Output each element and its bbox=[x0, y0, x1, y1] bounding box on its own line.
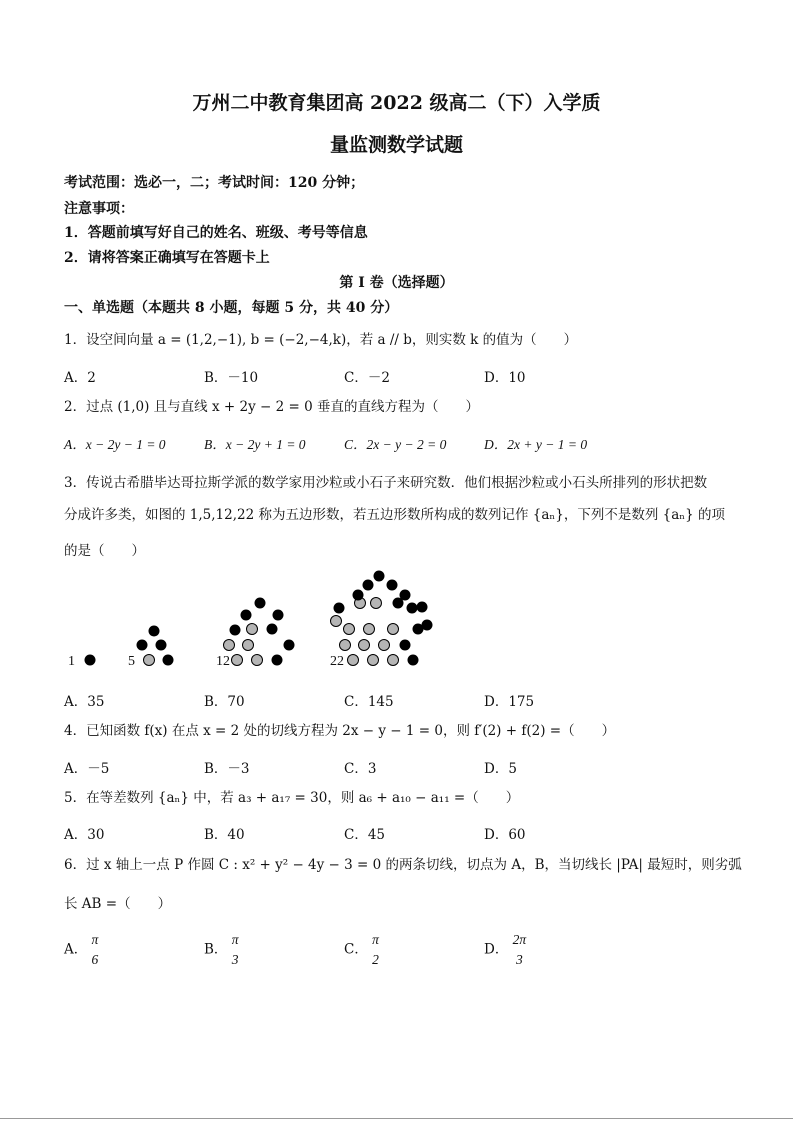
question-3-stem-line1: 3．传说古希腊毕达哥拉斯学派的数学家用沙粒或小石子来研究数．他们根据沙粒或小石头所排列的形状把数 bbox=[64, 475, 708, 491]
figure-label-5: 5 bbox=[128, 654, 135, 669]
black-dot bbox=[230, 625, 241, 636]
question-1-option-a[interactable]: A．2 bbox=[64, 370, 96, 386]
question-3-option-c[interactable]: C．145 bbox=[344, 694, 394, 710]
black-dot bbox=[156, 640, 167, 651]
question-1-option-d[interactable]: D．10 bbox=[484, 370, 526, 386]
option-d-numerator: 2π bbox=[512, 932, 527, 947]
question-4-option-a[interactable]: A．－5 bbox=[64, 761, 110, 777]
gray-dot bbox=[344, 624, 355, 635]
question-4-option-d[interactable]: D．5 bbox=[484, 761, 517, 777]
part-1-title: 第 I 卷（选择题） bbox=[339, 275, 454, 291]
gray-dot bbox=[368, 655, 379, 666]
figure-label-12: 12 bbox=[216, 654, 230, 669]
figure-label-1: 1 bbox=[68, 654, 75, 669]
gray-dot bbox=[247, 624, 258, 635]
gray-dot bbox=[379, 640, 390, 651]
question-3-option-b[interactable]: B．70 bbox=[204, 694, 245, 710]
question-6-stem-line1: 6．过 x 轴上一点 P 作圆 C : x² + y² − 4y − 3 = 0 的两条切线，切点为 A，B，当切线长 |PA| 最短时，则劣弧 bbox=[64, 857, 742, 873]
question-5-stem: 5．在等差数列 {aₙ} 中，若 a₃ + a₁₇ = 30，则 a₆ + a₁₀ − a₁₁ =（ ） bbox=[64, 790, 520, 806]
question-4-stem: 4．已知函数 f(x) 在点 x = 2 处的切线方程为 2x − y − 1 = 0，则 f′(2) + f(2) =（ ） bbox=[64, 723, 616, 739]
pentagonal-numbers-figure bbox=[60, 565, 460, 675]
question-6-option-b[interactable] bbox=[204, 930, 238, 970]
option-d-label: D． bbox=[484, 941, 509, 958]
gray-dot bbox=[388, 655, 399, 666]
option-b-label: B． bbox=[204, 941, 228, 958]
black-dot bbox=[363, 580, 374, 591]
black-dot bbox=[149, 626, 160, 637]
question-5-option-c[interactable]: C．45 bbox=[344, 827, 386, 843]
gray-dot bbox=[348, 655, 359, 666]
gray-dot bbox=[364, 624, 375, 635]
option-d-denominator: 3 bbox=[516, 952, 523, 967]
black-dot bbox=[241, 610, 252, 621]
question-5-option-b[interactable]: B．40 bbox=[204, 827, 245, 843]
question-6-option-a[interactable] bbox=[64, 930, 98, 970]
black-dot bbox=[422, 620, 433, 631]
gray-dot bbox=[331, 616, 342, 627]
black-dot bbox=[408, 655, 419, 666]
option-a-denominator: 6 bbox=[91, 952, 99, 967]
gray-dot bbox=[232, 655, 243, 666]
black-dot bbox=[284, 640, 295, 651]
notes-title: 注意事项： bbox=[64, 201, 134, 217]
question-6-option-c[interactable] bbox=[344, 930, 379, 970]
question-5-option-a[interactable]: A．30 bbox=[64, 827, 105, 843]
black-dot bbox=[417, 602, 428, 613]
question-1-option-c[interactable]: C．－2 bbox=[344, 370, 390, 386]
question-2-option-b[interactable]: B．x − 2y + 1 = 0 bbox=[204, 437, 306, 452]
black-dot bbox=[137, 640, 148, 651]
option-c-denominator: 2 bbox=[372, 952, 379, 967]
question-3-stem-line3: 的是（ ） bbox=[64, 543, 145, 559]
note-2: 2．请将答案正确填写在答题卡上 bbox=[64, 250, 270, 266]
black-dot bbox=[255, 598, 266, 609]
exam-scope: 考试范围：选必一，二；考试时间：120 分钟； bbox=[64, 175, 365, 191]
gray-dot bbox=[252, 655, 263, 666]
black-dot bbox=[272, 655, 283, 666]
figure-label-22: 22 bbox=[330, 654, 344, 669]
option-b-fraction bbox=[232, 930, 239, 970]
gray-dot bbox=[359, 640, 370, 651]
page-bottom-divider bbox=[0, 1118, 793, 1119]
gray-dot bbox=[243, 640, 254, 651]
question-2-stem: 2．过点 (1,0) 且与直线 x + 2y − 2 = 0 垂直的直线方程为（ ） bbox=[64, 399, 479, 415]
option-a-fraction bbox=[92, 930, 99, 970]
option-c-numerator: π bbox=[372, 932, 379, 947]
option-b-numerator: π bbox=[231, 932, 239, 947]
question-4-option-c[interactable]: C．3 bbox=[344, 761, 377, 777]
gray-dot bbox=[371, 598, 382, 609]
question-5-option-d[interactable]: D．60 bbox=[484, 827, 526, 843]
black-dot bbox=[387, 580, 398, 591]
question-2-option-d[interactable]: D．2x + y − 1 = 0 bbox=[484, 437, 588, 452]
question-1-option-b[interactable]: B．－10 bbox=[204, 370, 259, 386]
gray-dot bbox=[340, 640, 351, 651]
black-dot bbox=[273, 610, 284, 621]
note-1: 1．答题前填写好自己的姓名、班级、考号等信息 bbox=[64, 225, 368, 241]
black-dot bbox=[407, 603, 418, 614]
black-dot bbox=[267, 624, 278, 635]
black-dot bbox=[400, 590, 411, 601]
black-dot bbox=[85, 655, 96, 666]
question-6-option-d[interactable] bbox=[484, 930, 526, 970]
question-3-stem-line2: 分成许多类，如图的 1,5,12,22 称为五边形数，若五边形数所构成的数列记作 {aₙ}，下列不是数列 {aₙ} 的项 bbox=[64, 507, 725, 523]
black-dot bbox=[334, 603, 345, 614]
page-title-line1: 万州二中教育集团高 2022 级高二（下）入学质 bbox=[192, 92, 601, 114]
section-1-title: 一、单选题（本题共 8 小题，每题 5 分，共 40 分） bbox=[64, 300, 399, 316]
option-a-numerator: π bbox=[91, 932, 99, 947]
black-dot bbox=[400, 640, 411, 651]
gray-dot bbox=[388, 624, 399, 635]
gray-dot bbox=[144, 655, 155, 666]
question-2-option-a[interactable]: A．x − 2y − 1 = 0 bbox=[64, 437, 166, 452]
page-title-line2: 量监测数学试题 bbox=[329, 134, 463, 156]
question-6-stem-line2: 长 AB =（ ） bbox=[64, 896, 172, 912]
gray-dot bbox=[224, 640, 235, 651]
question-1-stem: 1．设空间向量 a = (1,2,−1), b = (−2,−4,k)，若 a // b，则实数 k 的值为（ ） bbox=[64, 332, 578, 348]
pentagon-dots bbox=[85, 571, 433, 666]
black-dot bbox=[353, 590, 364, 601]
black-dot bbox=[374, 571, 385, 582]
question-4-option-b[interactable]: B．－3 bbox=[204, 761, 250, 777]
black-dot bbox=[163, 655, 174, 666]
question-2-option-c[interactable]: C．2x − y − 2 = 0 bbox=[344, 437, 447, 452]
option-c-fraction bbox=[372, 930, 379, 970]
option-d-fraction bbox=[513, 930, 527, 970]
question-3-option-a[interactable]: A．35 bbox=[64, 694, 105, 710]
question-3-option-d[interactable]: D．175 bbox=[484, 694, 535, 710]
option-c-label: C． bbox=[344, 941, 368, 958]
option-b-denominator: 3 bbox=[231, 952, 239, 967]
option-a-label: A． bbox=[64, 941, 88, 958]
